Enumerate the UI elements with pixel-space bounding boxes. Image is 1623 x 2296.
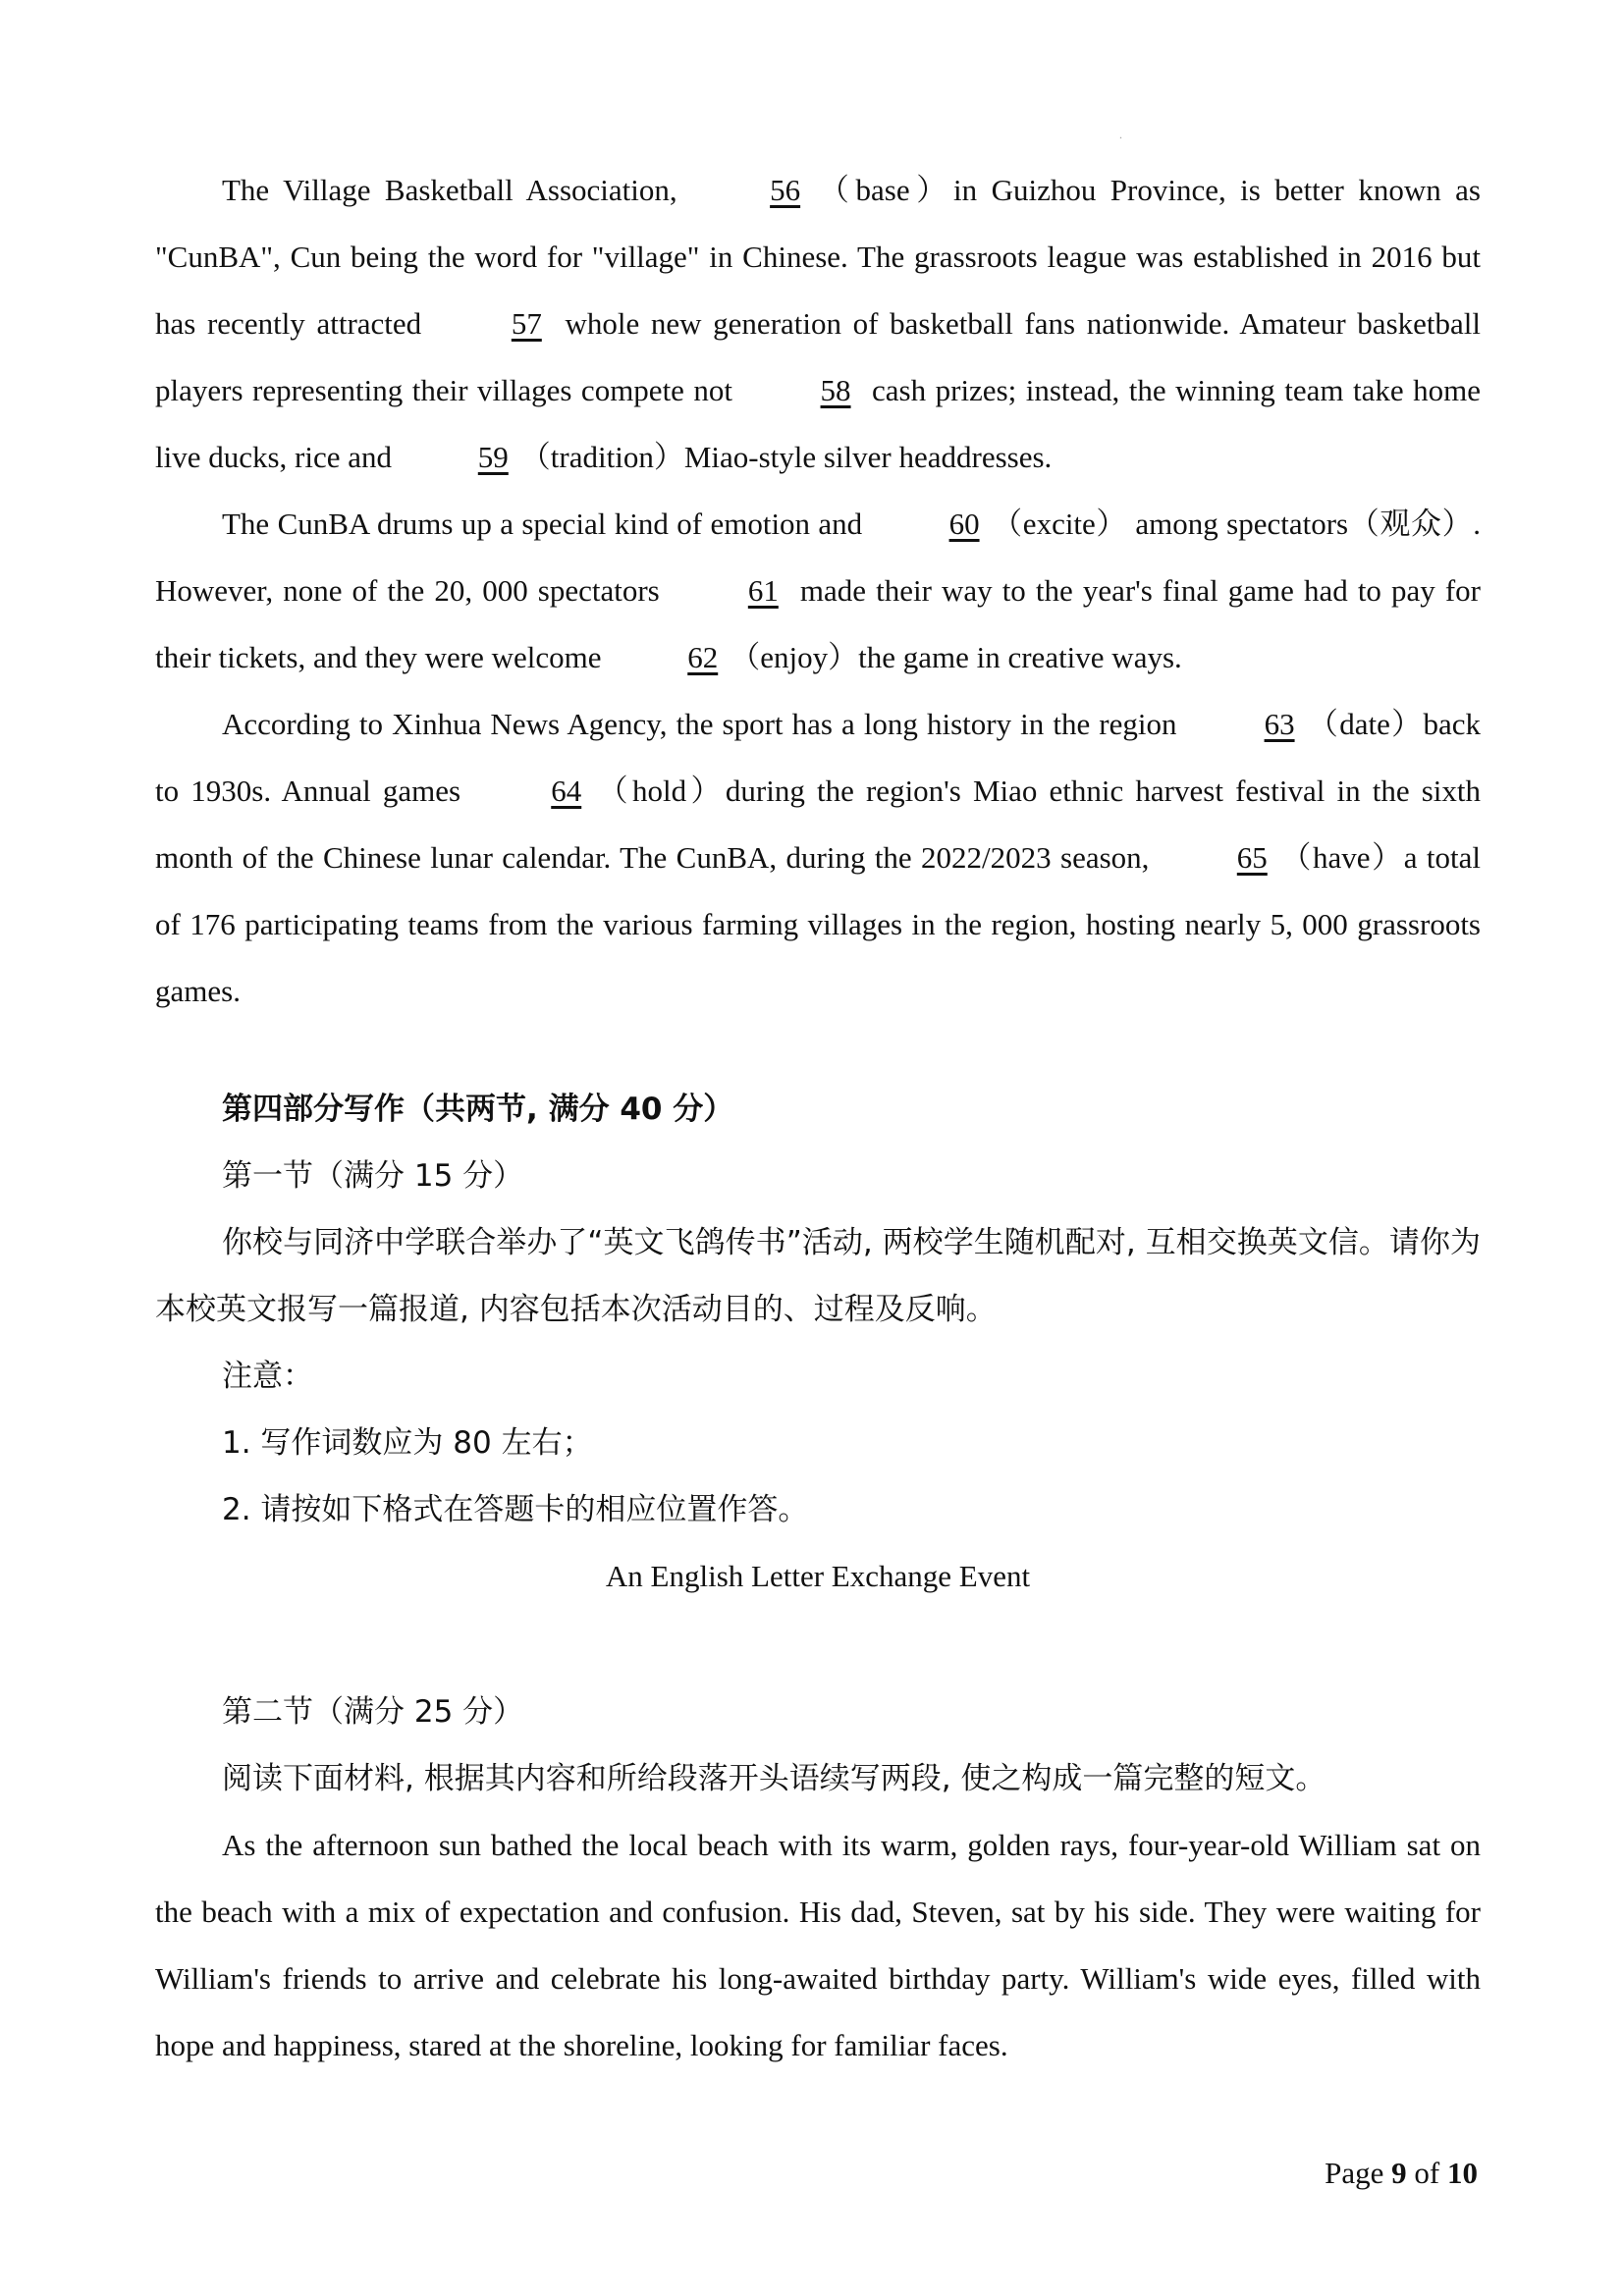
blank-58: 58 [820, 373, 851, 407]
note-label: 注意： [222, 1359, 313, 1394]
essay-title: An English Letter Exchange Event [605, 1559, 1031, 1593]
exam-page [155, 157, 1481, 2079]
part-four-heading: 第四部分写作（共两节, 满分 40 分） [222, 1092, 734, 1127]
passage-paragraph-1: The Village Basketball Association, 56 （base）in Guizhou Province, is better known as "CunBA", Cun being the word for "village" in Chinese. The grassroots league was established in 2016 but has recently attracted 57 whole new generation of basketball fans nationwide. Amateur basketball players representing their villages compete not 58 cash prizes; instead, the winning team take home live ducks, rice and 59 （tradition）Miao-style silver headdresses. [155, 157, 1481, 491]
blank-57: 57 [511, 306, 542, 341]
blank-60: 60 [948, 507, 980, 541]
section-one-heading: 第一节（满分 15 分） [222, 1158, 524, 1194]
page-number: 9 [1391, 2156, 1407, 2190]
scan-dot: . [1119, 128, 1122, 141]
passage-paragraph-3: According to Xinhua News Agency, the sport has a long history in the region 63 （date）back to 1930s. Annual games 64 （hold）during the region's Miao ethnic harvest festival in the sixth month of the Chinese lunar calendar. The CunBA, during the 2022/2023 season, 65 （have）a total of 176 participating teams from the various farming villages in the region, hosting nearly 5, 000 grassroots games. [155, 691, 1481, 1025]
story-paragraph: As the afternoon sun bathed the local beach with its warm, golden rays, four-year-old William sat on the beach with a mix of expectation and confusion. His dad, Steven, sat by his side. They were waiting for William's friends to arrive and celebrate his long-awaited birthday party. William's wide eyes, filled with hope and happiness, stared at the shoreline, looking for familiar faces. [155, 1828, 1481, 2062]
section-one-task: 你校与同济中学联合举办了“英文飞鸽传书”活动, 两校学生随机配对, 互相交换英文信。请你为本校英文报写一篇报道, 内容包括本次活动目的、过程及反响。 [155, 1225, 1481, 1327]
passage-paragraph-2: The CunBA drums up a special kind of emotion and 60 （excite） among spectators（观众）. However, none of the 20, 000 spectators 61 made their way to the year's final game had to pay for their tickets, and they were welcome 62 （enjoy）the game in creative ways. [155, 491, 1481, 691]
section-two-heading: 第二节（满分 25 分） [222, 1694, 524, 1730]
blank-64: 64 [551, 774, 582, 808]
blank-59: 59 [477, 440, 509, 474]
blank-63: 63 [1264, 707, 1295, 741]
note-item-1: 1. 写作词数应为 80 左右； [222, 1425, 593, 1461]
page-total: 10 [1447, 2156, 1478, 2190]
blank-56: 56 [770, 173, 801, 207]
blank-61: 61 [747, 573, 779, 608]
section-two-task: 阅读下面材料, 根据其内容和所给段落开头语续写两段, 使之构成一篇完整的短文。 [222, 1761, 1326, 1796]
writing-section [155, 1076, 1481, 2079]
blank-62: 62 [687, 640, 719, 674]
blank-65: 65 [1236, 840, 1268, 875]
page-footer: Page 9 of 10 [1325, 2156, 1478, 2190]
note-item-2: 2. 请按如下格式在答题卡的相应位置作答。 [222, 1492, 809, 1527]
spacer [155, 1610, 1481, 1679]
